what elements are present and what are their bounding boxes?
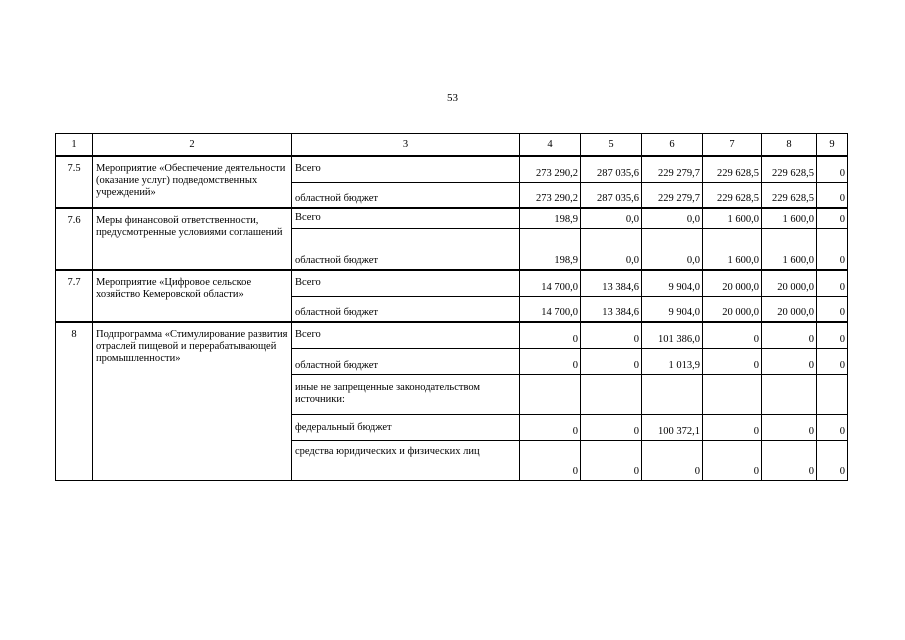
value-cell: 1 600,0 bbox=[762, 228, 817, 270]
source-label: средства юридических и физических лиц bbox=[292, 440, 520, 480]
value-cell bbox=[762, 374, 817, 414]
value-cell: 9 904,0 bbox=[642, 270, 703, 296]
value-cell: 0 bbox=[817, 270, 848, 296]
row-code: 7.7 bbox=[56, 270, 93, 322]
value-cell: 0 bbox=[762, 440, 817, 480]
value-cell: 101 386,0 bbox=[642, 322, 703, 348]
value-cell: 20 000,0 bbox=[703, 296, 762, 322]
value-cell: 1 013,9 bbox=[642, 348, 703, 374]
value-cell: 0 bbox=[817, 228, 848, 270]
column-header: 7 bbox=[703, 134, 762, 157]
value-cell bbox=[703, 374, 762, 414]
value-cell: 287 035,6 bbox=[581, 156, 642, 182]
value-cell: 0 bbox=[703, 348, 762, 374]
value-cell: 0 bbox=[520, 414, 581, 440]
value-cell: 1 600,0 bbox=[703, 228, 762, 270]
value-cell: 229 628,5 bbox=[703, 156, 762, 182]
value-cell: 0 bbox=[817, 440, 848, 480]
page-number: 53 bbox=[447, 92, 458, 104]
value-cell: 0 bbox=[762, 322, 817, 348]
value-cell: 20 000,0 bbox=[762, 270, 817, 296]
source-label: иные не запрещенные законодательством источники: bbox=[292, 374, 520, 414]
value-cell: 0,0 bbox=[581, 208, 642, 228]
value-cell: 13 384,6 bbox=[581, 296, 642, 322]
value-cell bbox=[581, 374, 642, 414]
value-cell: 0 bbox=[703, 440, 762, 480]
value-cell: 0 bbox=[817, 322, 848, 348]
value-cell: 0 bbox=[817, 156, 848, 182]
value-cell: 1 600,0 bbox=[762, 208, 817, 228]
value-cell: 14 700,0 bbox=[520, 296, 581, 322]
value-cell: 0 bbox=[817, 296, 848, 322]
column-header: 6 bbox=[642, 134, 703, 157]
value-cell: 14 700,0 bbox=[520, 270, 581, 296]
row-name: Мероприятие «Цифровое сельское хозяйство Кемеровской области» bbox=[93, 270, 292, 322]
value-cell: 229 628,5 bbox=[762, 156, 817, 182]
source-label: областной бюджет bbox=[292, 182, 520, 208]
source-label: федеральный бюджет bbox=[292, 414, 520, 440]
value-cell: 0 bbox=[642, 440, 703, 480]
value-cell bbox=[520, 374, 581, 414]
value-cell: 0,0 bbox=[581, 228, 642, 270]
table-row bbox=[56, 322, 848, 348]
value-cell: 0 bbox=[817, 182, 848, 208]
table-row bbox=[56, 270, 848, 296]
value-cell: 273 290,2 bbox=[520, 156, 581, 182]
value-cell: 20 000,0 bbox=[762, 296, 817, 322]
value-cell: 0,0 bbox=[642, 228, 703, 270]
column-header: 5 bbox=[581, 134, 642, 157]
value-cell: 0 bbox=[762, 414, 817, 440]
value-cell: 198,9 bbox=[520, 208, 581, 228]
source-label: Всего bbox=[292, 322, 520, 348]
value-cell: 0 bbox=[581, 348, 642, 374]
value-cell: 0 bbox=[581, 414, 642, 440]
column-header: 9 bbox=[817, 134, 848, 157]
column-header: 2 bbox=[93, 134, 292, 157]
row-name: Подпрограмма «Стимулирование развития отраслей пищевой и перерабатывающей промышленности» bbox=[93, 322, 292, 480]
value-cell: 0 bbox=[703, 322, 762, 348]
row-name: Меры финансовой ответственности, предусмотренные условиями соглашений bbox=[93, 208, 292, 270]
column-header: 4 bbox=[520, 134, 581, 157]
value-cell: 0 bbox=[581, 322, 642, 348]
value-cell: 100 372,1 bbox=[642, 414, 703, 440]
row-code: 8 bbox=[56, 322, 93, 480]
table-header-row bbox=[56, 134, 848, 157]
table-row bbox=[56, 156, 848, 182]
value-cell: 0 bbox=[817, 414, 848, 440]
value-cell: 229 279,7 bbox=[642, 182, 703, 208]
value-cell: 0,0 bbox=[642, 208, 703, 228]
source-label: Всего bbox=[292, 156, 520, 182]
value-cell bbox=[642, 374, 703, 414]
value-cell: 0 bbox=[581, 440, 642, 480]
value-cell: 198,9 bbox=[520, 228, 581, 270]
value-cell: 0 bbox=[520, 348, 581, 374]
value-cell bbox=[817, 374, 848, 414]
value-cell: 1 600,0 bbox=[703, 208, 762, 228]
table-row bbox=[56, 208, 848, 228]
row-name: Мероприятие «Обеспечение деятельности (оказание услуг) подведомственных учреждений» bbox=[93, 156, 292, 208]
value-cell: 0 bbox=[817, 348, 848, 374]
column-header: 1 bbox=[56, 134, 93, 157]
source-label: Всего bbox=[292, 208, 520, 228]
value-cell: 0 bbox=[703, 414, 762, 440]
value-cell: 287 035,6 bbox=[581, 182, 642, 208]
value-cell: 229 628,5 bbox=[703, 182, 762, 208]
row-code: 7.5 bbox=[56, 156, 93, 208]
value-cell: 13 384,6 bbox=[581, 270, 642, 296]
source-label: Всего bbox=[292, 270, 520, 296]
value-cell: 0 bbox=[520, 322, 581, 348]
column-header: 3 bbox=[292, 134, 520, 157]
value-cell: 0 bbox=[762, 348, 817, 374]
budget-table bbox=[55, 133, 848, 481]
value-cell: 273 290,2 bbox=[520, 182, 581, 208]
value-cell: 0 bbox=[520, 440, 581, 480]
value-cell: 229 628,5 bbox=[762, 182, 817, 208]
value-cell: 9 904,0 bbox=[642, 296, 703, 322]
row-code: 7.6 bbox=[56, 208, 93, 270]
column-header: 8 bbox=[762, 134, 817, 157]
source-label: областной бюджет bbox=[292, 228, 520, 270]
value-cell: 229 279,7 bbox=[642, 156, 703, 182]
value-cell: 0 bbox=[817, 208, 848, 228]
source-label: областной бюджет bbox=[292, 348, 520, 374]
value-cell: 20 000,0 bbox=[703, 270, 762, 296]
source-label: областной бюджет bbox=[292, 296, 520, 322]
